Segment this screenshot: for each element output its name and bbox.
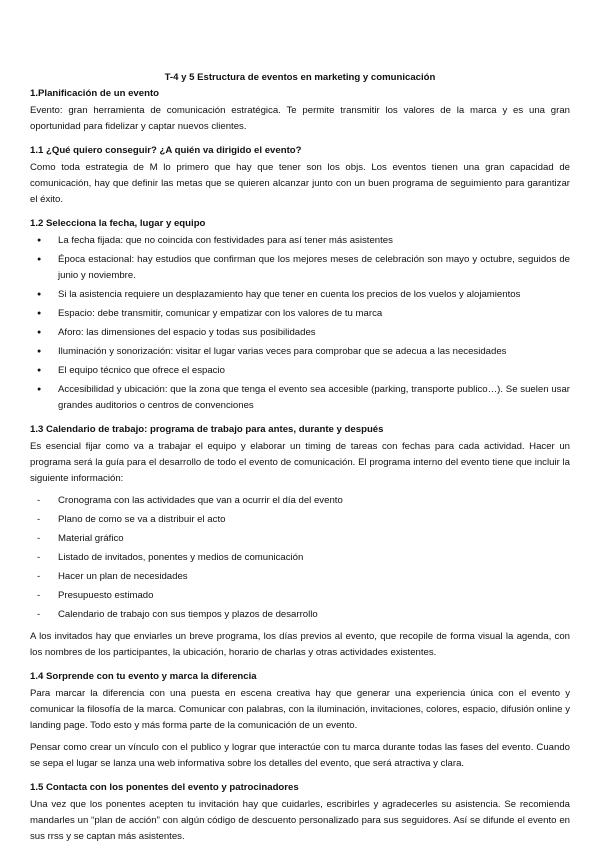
- paragraph: Una vez que los ponentes acepten tu invitación hay que cuidarles, escribirles y agradecerles su asistencia. Se recomienda mandarles un “plan de acción” con algún código de descuento personalizado para sus seguidores. Así se difunde el evento en sus rrss y se captan más asistentes.: [30, 799, 570, 842]
- paragraph: Pensar como crear un vínculo con el publico y lograr que interactúe con tu marca durante todas las fases del evento. Cuando se sepa el lugar se lanza una web informativa sobre los detalles del evento, que será atractiva y clara.: [30, 742, 570, 769]
- list-item: - Listado de invitados, ponentes y medios de comunicación: [30, 550, 570, 566]
- section-heading: 1.2 Selecciona la fecha, lugar y equipo: [30, 218, 206, 229]
- document-title: T-4 y 5 Estructura de eventos en marketing y comunicación: [164, 72, 436, 83]
- dash-list: [30, 493, 570, 623]
- paragraph: A los invitados hay que enviarles un breve programa, los días previos al evento, que recopile de forma visual la agenda, con los nombres de los participantes, la ubicación, horario de charlas y otras actividades existentes.: [30, 631, 570, 658]
- list-item: ● La fecha fijada: que no coincida con festividades para así tener más asistentes: [30, 233, 570, 249]
- list-item: - Material gráfico: [30, 531, 570, 547]
- list-item: ● Aforo: las dimensiones del espacio y todas sus posibilidades: [30, 325, 570, 341]
- list-item: - Calendario de trabajo con sus tiempos y plazos de desarrollo: [30, 607, 570, 623]
- section-heading: 1.3 Calendario de trabajo: programa de trabajo para antes, durante y después: [30, 424, 384, 435]
- list-item: ● Si la asistencia requiere un desplazamiento hay que tener en cuenta los precios de los vuelos y alojamientos: [30, 287, 570, 303]
- paragraph: Como toda estrategia de M lo primero que hay que tener son los objs. Los eventos tienen una gran capacidad de comunicación, hay que definir las metas que se quieren alcanzar junto con un buen programa de seguimiento para garantizar el éxito.: [30, 162, 570, 205]
- list-item: - Hacer un plan de necesidades: [30, 569, 570, 585]
- section-heading: 1.Planificación de un evento: [30, 88, 160, 99]
- paragraph: Es esencial fijar como va a trabajar el equipo y elaborar un timing de tareas con fechas para cada actividad. Hacer un programa será la guía para el desarrollo de todo el evento de comunicación. El programa interno del evento tiene que incluir la siguiente información:: [30, 441, 570, 484]
- list-item: - Presupuesto estimado: [30, 588, 570, 604]
- bullet-list: [30, 233, 570, 414]
- list-item: ● Espacio: debe transmitir, comunicar y empatizar con los valores de tu marca: [30, 306, 570, 322]
- section-heading: 1.5 Contacta con los ponentes del evento y patrocinadores: [30, 782, 299, 793]
- section-heading: 1.4 Sorprende con tu evento y marca la diferencia: [30, 671, 257, 682]
- list-item: ● Accesibilidad y ubicación: que la zona que tenga el evento sea accesible (parking, transporte publico…). Se suelen usar grandes auditorios o centros de convenciones: [30, 382, 570, 414]
- list-item: - Cronograma con las actividades que van a ocurrir el día del evento: [30, 493, 570, 509]
- list-item: ● Época estacional: hay estudios que confirman que los mejores meses de celebración son mayo y octubre, seguidos de junio y noviembre.: [30, 252, 570, 284]
- list-item: - Plano de como se va a distribuir el acto: [30, 512, 570, 528]
- paragraph: Para marcar la diferencia con una puesta en escena creativa hay que generar una experiencia única con el evento y comunicar la filosofía de la marca. Comunicar con palabras, con la iluminación, invitaciones, colores, espacio, difusión online y landing page. Todo esto y más forma parte de la comunicación de un evento.: [30, 688, 570, 731]
- list-item: ● El equipo técnico que ofrece el espacio: [30, 363, 570, 379]
- list-item: ● Iluminación y sonorización: visitar el lugar varias veces para comprobar que se adecua a las necesidades: [30, 344, 570, 360]
- paragraph: Evento: gran herramienta de comunicación estratégica. Te permite transmitir los valores de la marca y es una gran oportunidad para fidelizar y captar nuevos clientes.: [30, 105, 570, 132]
- section-heading: 1.1 ¿Qué quiero conseguir? ¿A quién va dirigido el evento?: [30, 145, 302, 156]
